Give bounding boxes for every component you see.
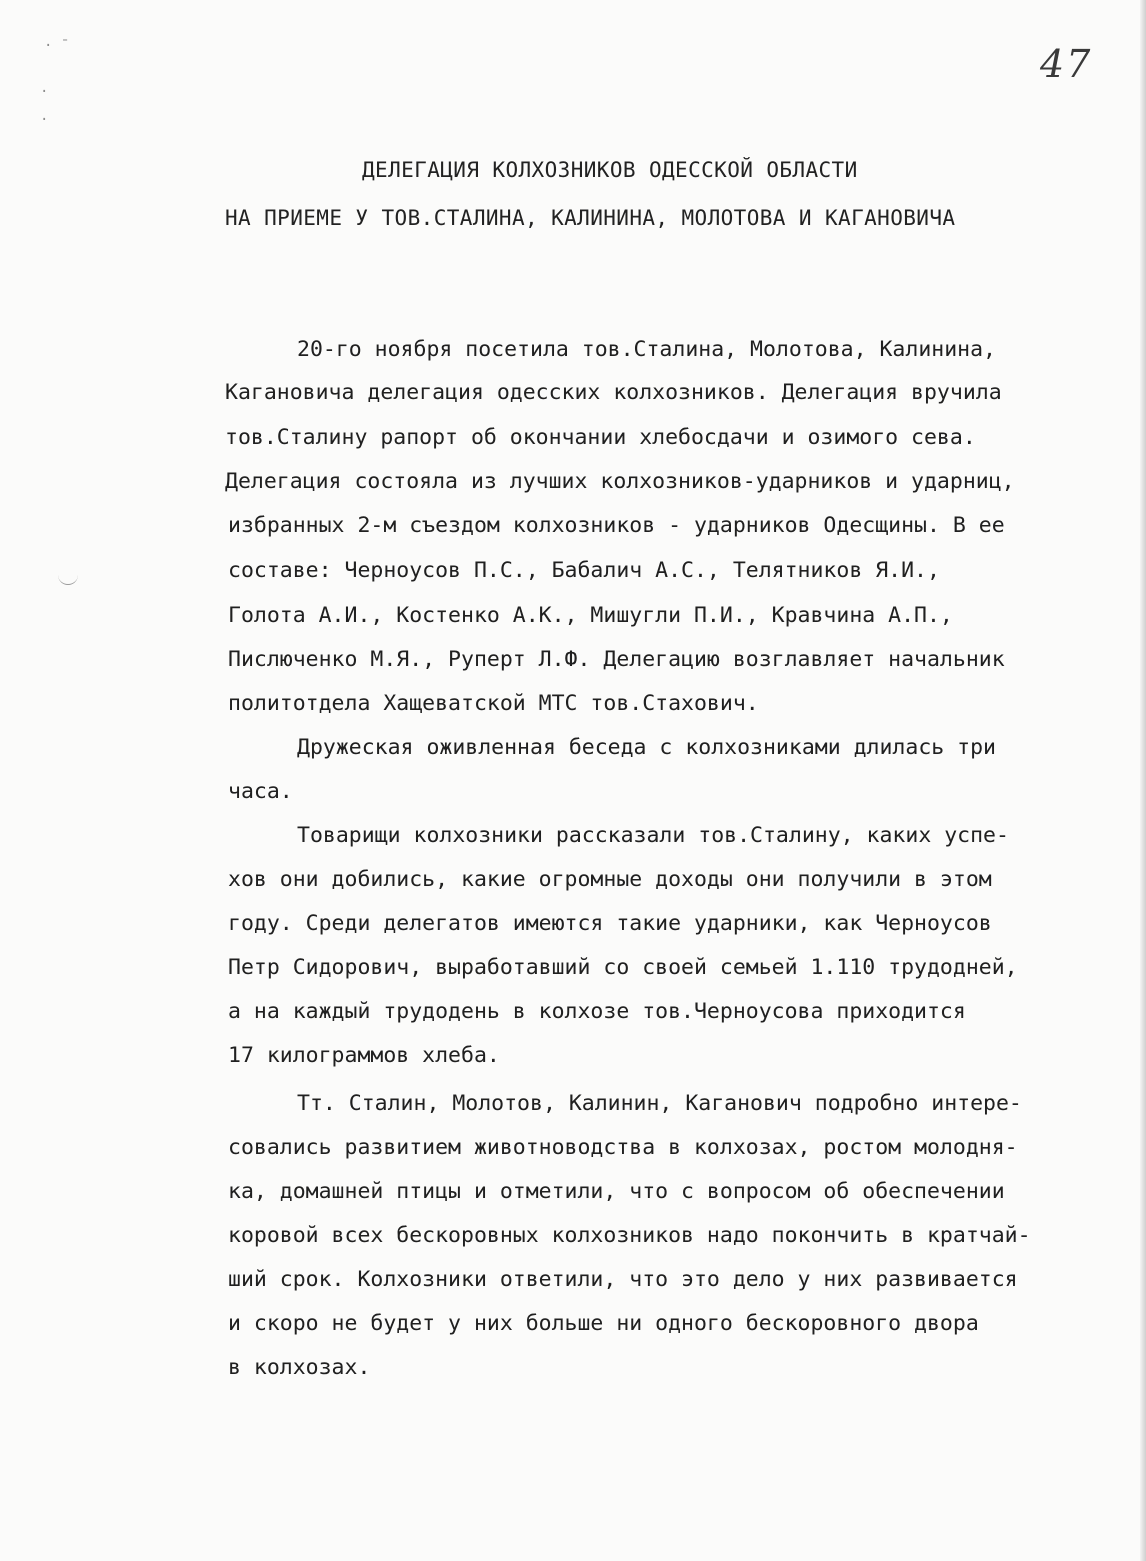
body-line: Делегация состояла из лучших колхозников-ударников и ударниц, xyxy=(225,469,1015,494)
body-line: тов.Сталину рапорт об окончании хлебосдачи и озимого сева. xyxy=(225,425,976,450)
body-line: ший срок. Колхозники ответили, что это дело у них развивается xyxy=(228,1267,1018,1292)
body-line: Голота А.И., Костенко А.К., Мишугли П.И., Кравчина А.П., xyxy=(228,603,953,628)
body-line: часа. xyxy=(228,779,293,804)
body-line: 17 килограммов хлеба. xyxy=(228,1043,500,1068)
body-line: ка, домашней птицы и отметили, что с вопросом об обеспечении xyxy=(228,1179,1005,1204)
title-line-1: ДЕЛЕГАЦИЯ КОЛХОЗНИКОВ ОДЕССКОЙ ОБЛАСТИ xyxy=(362,158,858,182)
body-line: составе: Черноусов П.С., Бабалич А.С., Телятников Я.И., xyxy=(228,558,940,583)
body-line: хов они добились, какие огромные доходы они получили в этом xyxy=(228,867,992,892)
page-number: 47 xyxy=(1040,42,1093,86)
body-line: Товарищи колхозники рассказали тов.Сталину, каких успе- xyxy=(297,823,1009,848)
body-line: 20-го ноября посетила тов.Сталина, Молотова, Калинина, xyxy=(297,337,996,362)
margin-mark: · ˉ xyxy=(44,38,70,54)
body-line: политотдела Хащеватской МТС тов.Стахович. xyxy=(228,691,759,716)
body-line: в колхозах. xyxy=(228,1355,371,1380)
body-line: и скоро не будет у них больше ни одного бескоровного двора xyxy=(228,1311,979,1336)
body-line: коровой всех бескоровных колхозников надо покончить в кратчай- xyxy=(228,1223,1031,1248)
body-line: Пислюченко М.Я., Руперт Л.Ф. Делегацию возглавляет начальник xyxy=(228,647,1005,672)
body-line: избранных 2-м съездом колхозников - ударников Одесщины. В ее xyxy=(228,513,1005,538)
body-line: году. Среди делегатов имеются такие ударники, как Черноусов xyxy=(228,911,992,936)
title-line-2: НА ПРИЕМЕ У ТОВ.СТАЛИНА, КАЛИНИНА, МОЛОТОВА И КАГАНОВИЧА xyxy=(225,206,956,230)
body-line: Дружеская оживленная беседа с колхозниками длилась три xyxy=(297,735,996,760)
body-line: Петр Сидорович, выработавший со своей семьей 1.110 трудодней, xyxy=(228,955,1018,980)
body-line: Тт. Сталин, Молотов, Калинин, Каганович подробно интере- xyxy=(297,1091,1022,1116)
body-line: а на каждый трудодень в колхозе тов.Черноусова приходится xyxy=(228,999,966,1024)
margin-mark: · xyxy=(40,84,49,100)
body-line: Кагановича делегация одесских колхозников. Делегация вручила xyxy=(225,380,1002,405)
page-edge-shadow xyxy=(1140,0,1146,1561)
margin-mark: · xyxy=(40,112,49,128)
body-line: совались развитием животноводства в колхозах, ростом молодня- xyxy=(228,1135,1018,1160)
punch-hole-mark xyxy=(58,574,78,585)
